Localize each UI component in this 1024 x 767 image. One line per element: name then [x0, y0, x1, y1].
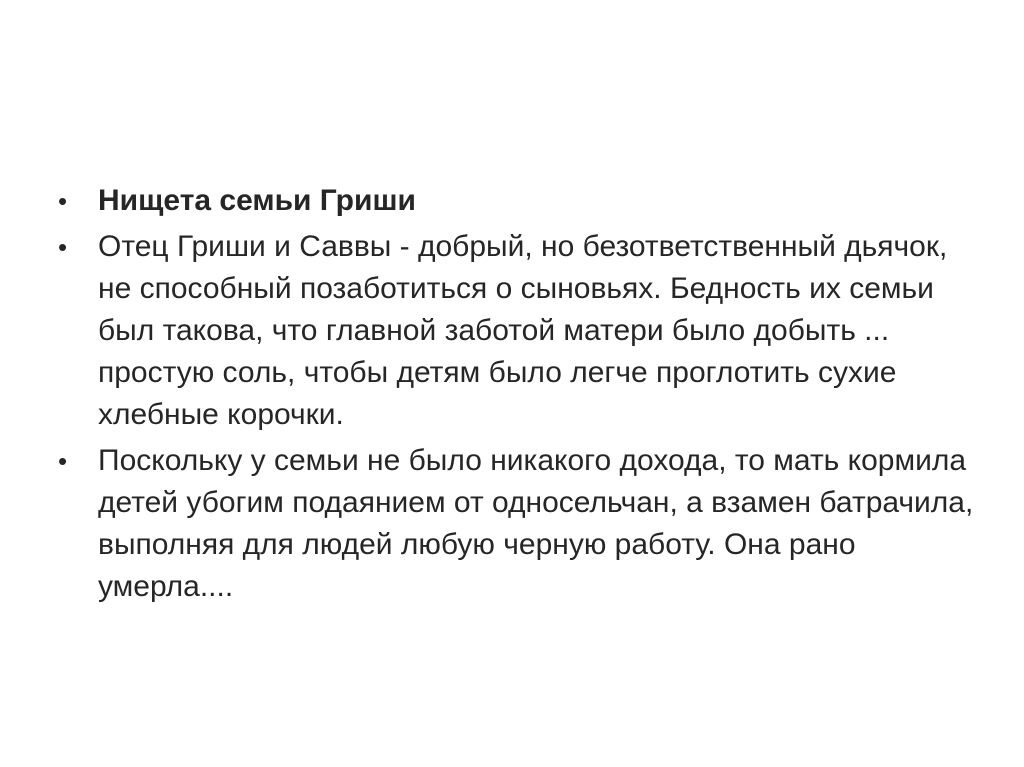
bullet-item-title [58, 180, 978, 222]
bullet-icon: • [58, 446, 68, 476]
bullet-list [58, 180, 978, 612]
bullet-icon: • [58, 232, 68, 262]
bullet-text-title: Нищета семьи Гриши [98, 184, 416, 217]
bullet-text-father: Отец Гриши и Саввы - добрый, но безответственный дьячок, не способный позаботиться о сыновьях. Бедность их семьи был такова, что главной заботой матери было добыть ... простую соль, чтобы детям было легче проглотить сухие хлебные корочки. [98, 230, 948, 431]
bullet-item-father [58, 226, 978, 436]
bullet-icon: • [58, 186, 68, 216]
bullet-text-mother: Поскольку у семьи не было никакого дохода, то мать кормила детей убогим подаянием от односельчан, а взамен батрачила, выполняя для людей любую черную работу. Она рано умерла.... [98, 444, 974, 603]
bullet-item-mother [58, 440, 978, 608]
